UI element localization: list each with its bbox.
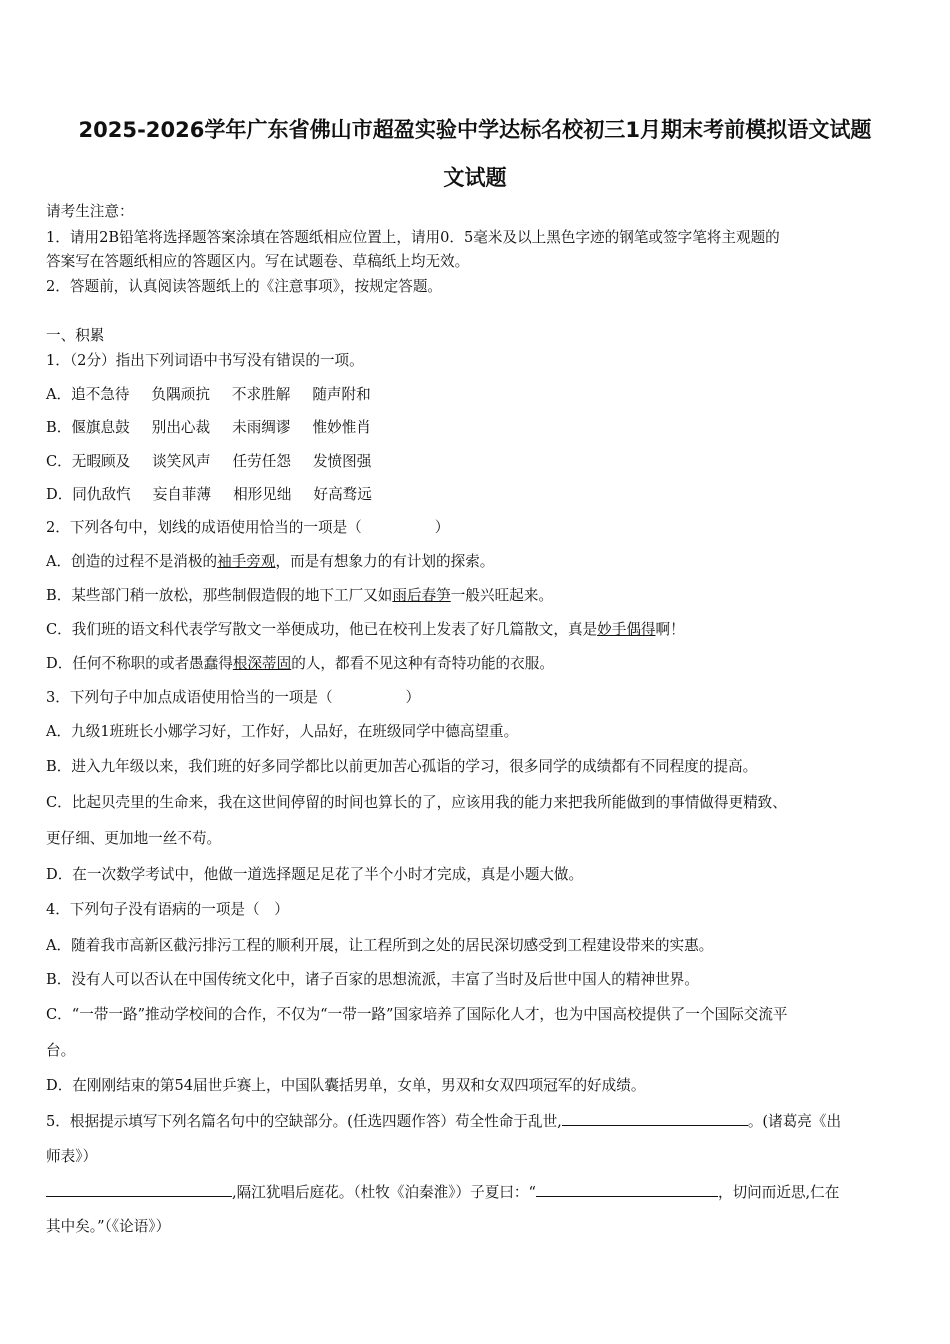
q3-option-b: B．进入九年级以来，我们班的好多同学都比以前更加苦心孤诣的学习，很多同学的成绩都有不同程度的提高。	[46, 758, 758, 775]
q3-option-a: A．九级1班班长小娜学习好，工作好，人品好，在班级同学中德高望重。	[46, 723, 519, 740]
q2-stem: 2．下列各句中，划线的成语使用恰当的一项是（ ）	[46, 519, 450, 536]
q2-option-a: A．创造的过程不是消极的袖手旁观，而是有想象力的有计划的探索。	[46, 553, 495, 570]
q5-blank-3[interactable]	[536, 1182, 718, 1197]
q2-option-c: C．我们班的语文科代表学写散文一举便成功，他已在校刊上发表了好几篇散文，真是妙手偶得啊！	[46, 621, 685, 638]
q3-option-d: D．在一次数学考试中，他做一道选择题足足花了半个小时才完成，真是小题大做。	[46, 866, 584, 883]
q5-line-1: 5．根据提示填写下列名篇名句中的空缺部分。(任选四题作答）苟全性命于乱世, 。(诸葛亮《出	[46, 1113, 842, 1130]
section-heading: 一、积累	[46, 327, 105, 344]
q4-option-c: C．“一带一路”推动学校间的合作，不仅为“一带一路”国家培养了国际化人才，也为中国高校提供了一个国际交流平	[46, 1006, 788, 1023]
q1-option-a: A．追不急待 负隅顽抗 不求胜解 随声附和	[46, 386, 371, 403]
q4-stem: 4．下列句子没有语病的一项是（ ）	[46, 901, 289, 918]
notice-item-1-cont: 答案写在答题纸相应的答题区内。写在试题卷、草稿纸上均无效。	[46, 253, 470, 270]
q5-line-4: 其中矣。”（《论语》）	[46, 1218, 171, 1235]
q3-option-c-cont: 更仔细、更加地一丝不苟。	[46, 830, 222, 847]
q5-blank-2[interactable]	[46, 1182, 232, 1197]
q2-option-b: B．某些部门稍一放松，那些制假造假的地下工厂又如雨后春笋一般兴旺起来。	[46, 587, 553, 604]
exam-title-continuation: 文试题	[443, 166, 507, 191]
q1-option-c: C．无暇顾及 谈笑风声 任劳任怨 发愤图强	[46, 453, 372, 470]
q4-option-d: D．在刚刚结束的第54届世乒赛上，中国队囊括男单，女单，男双和女双四项冠军的好成绩。	[46, 1077, 646, 1094]
exam-title: 2025-2026学年广东省佛山市超盈实验中学达标名校初三1月期末考前模拟语文试题	[78, 118, 872, 143]
q1-option-d: D．同仇敌忾 妄自菲薄 相形见绌 好高骛远	[46, 486, 372, 503]
q3-option-c: C．比起贝壳里的生命来，我在这世间停留的时间也算长的了，应该用我的能力来把我所能做到的事情做得更精致、	[46, 794, 787, 811]
notice-item-1: 1．请用2B铅笔将选择题答案涂填在答题纸相应位置上，请用0．5毫米及以上黑色字迹的钢笔或签字笔将主观题的	[46, 229, 780, 246]
q1-stem: 1．（2分）指出下列词语中书写没有错误的一项。	[46, 352, 364, 369]
q4-option-a: A．随着我市高新区截污排污工程的顺利开展，让工程所到之处的居民深切感受到工程建设带来的实惠。	[46, 937, 714, 954]
q2-option-d: D．任何不称职的或者愚蠢得根深蒂固的人，都看不见这种有奇特功能的衣服。	[46, 655, 554, 672]
q5-line-3: ,隔江犹唱后庭花。（杜牧《泊秦淮》）子夏曰：“ ，切问而近思,仁在	[46, 1182, 839, 1203]
notice-item-2: 2．答题前，认真阅读答题纸上的《注意事项》，按规定答题。	[46, 278, 443, 295]
q1-option-b: B．偃旗息鼓 别出心裁 未雨绸谬 惟妙惟肖	[46, 419, 371, 436]
q3-stem: 3．下列句子中加点成语使用恰当的一项是（ ）	[46, 689, 421, 706]
q4-option-c-cont: 台。	[46, 1042, 76, 1059]
notice-heading: 请考生注意：	[46, 203, 134, 220]
q5-line-2: 师表》）	[46, 1148, 98, 1165]
q5-blank-1[interactable]	[562, 1111, 748, 1126]
q4-option-b: B．没有人可以否认在中国传统文化中，诸子百家的思想流派，丰富了当时及后世中国人的精神世界。	[46, 971, 699, 988]
